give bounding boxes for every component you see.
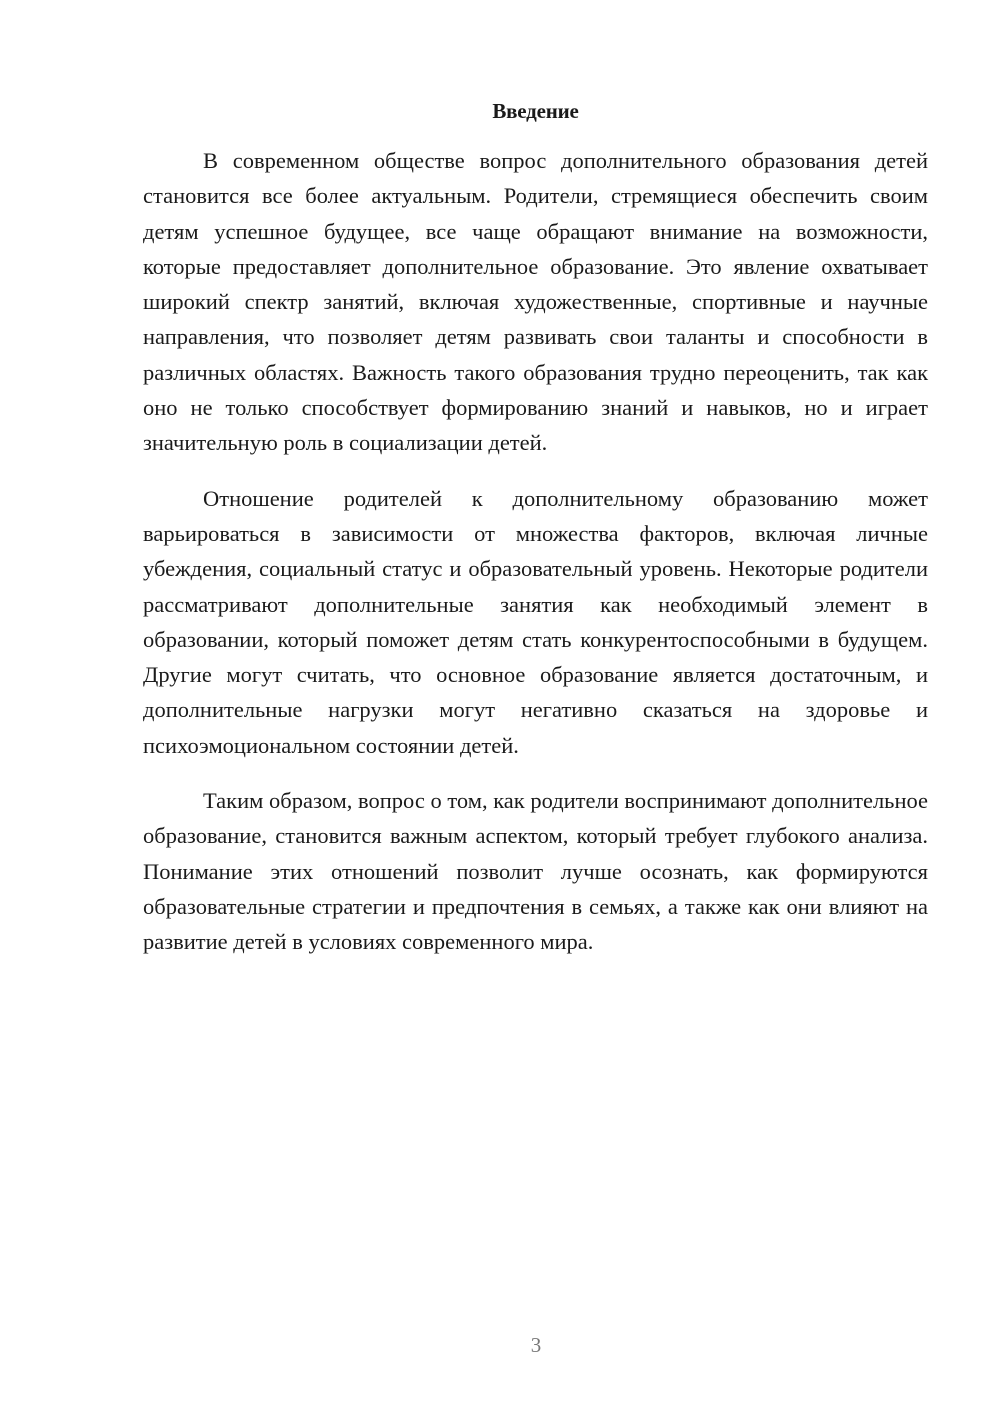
page-content <box>143 95 928 980</box>
page-number: 3 <box>530 1333 542 1357</box>
paragraph-1: В современном обществе вопрос дополнительного образования детей становится все более актуальным. Родители, стремящиеся обеспечить своим детям успешное будущее, все чаще обращают внимание на возможности, которые предоставляет дополнительное образование. Это явление охватывает широкий спектр занятий, включая художественные, спортивные и научные направления, что позволяет детям развивать свои таланты и способности в различных областях. Важность такого образования трудно переоценить, так как оно не только способствует формированию знаний и навыков, но и играет значительную роль в социализации детей. <box>143 148 928 456</box>
section-title: Введение <box>492 99 579 123</box>
paragraph-2: Отношение родителей к дополнительному образованию может варьироваться в зависимости от множества факторов, включая личные убеждения, социальный статус и образовательный уровень. Некоторые родители рассматривают дополнительные занятия как необходимый элемент в образовании, который поможет детям стать конкурентоспособными в будущем. Другие могут считать, что основное образование является достаточным, и дополнительные нагрузки могут негативно сказаться на здоровье и психоэмоциональном состоянии детей. <box>143 485 928 758</box>
paragraph-3: Таким образом, вопрос о том, как родители воспринимают дополнительное образование, становится важным аспектом, который требует глубокого анализа. Понимание этих отношений позволит лучше осознать, как формируются образовательные стратегии и предпочтения в семьях, а также как они влияют на развитие детей в условиях современного мира. <box>143 788 928 955</box>
